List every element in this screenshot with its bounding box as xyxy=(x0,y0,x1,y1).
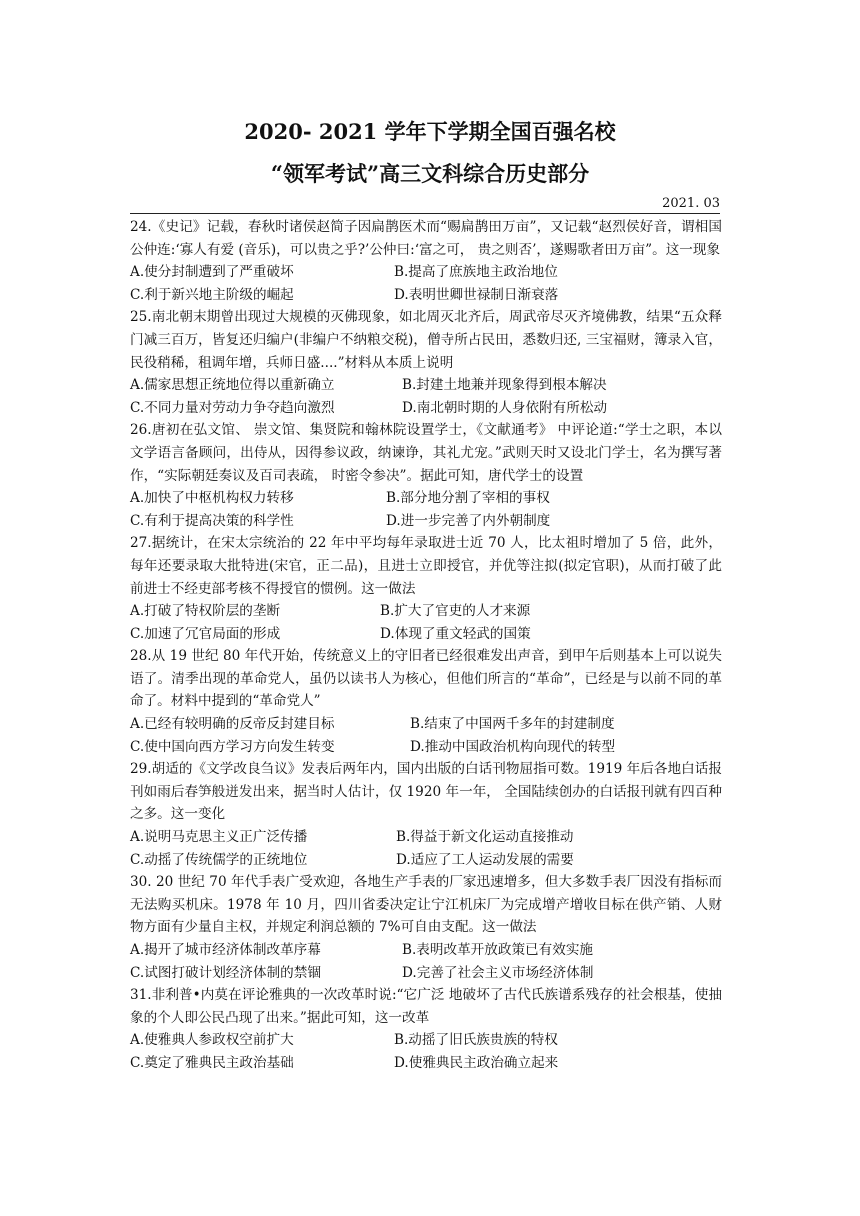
option-a[interactable]: A.加快了中枢机构权力转移 xyxy=(130,490,294,507)
question-list xyxy=(130,216,722,1075)
option-b[interactable]: B.扩大了官吏的人才来源 xyxy=(380,603,531,620)
question-stem: 28.从 19 世纪 80 年代开始，传统意义上的守旧者已经很难发出声音，到甲午后则基本上可以说失语了。清季出现的革命党人，虽仍以读书人为核心，但他们所言的“革命”，已经是与以前不同的革命了。材料中提到的“革命党人” xyxy=(130,648,722,710)
option-b[interactable]: B.封建土地兼并现象得到根本解决 xyxy=(402,377,607,394)
question-stem: 29.胡适的《文学改良刍议》发表后两年内，国内出版的白话刊物屈指可数。1919 年后各地白话报刊如雨后春笋般迸发出来，据当时人估计，仅 1920 年一年， 全国陆续创办的白话报刊就有四百种之多。这一变化 xyxy=(130,761,722,823)
question-stem: 27.据统计，在宋太宗统治的 22 年中平均每年录取进士近 70 人，比太祖时增加了 5 倍，此外，每年还要录取大批特进(宋官，正二品)，且进士立即授官，并优等注拟(拟定官职)，从而打破了此前进士不经吏部考核不得授官的惯例。这一做法 xyxy=(130,535,722,597)
option-b[interactable]: B.表明改革开放政策已有效实施 xyxy=(402,942,594,958)
option-d[interactable]: D.南北朝时期的人身依附有所松动 xyxy=(402,399,608,416)
option-c[interactable]: C.奠定了雅典民主政治基础 xyxy=(130,1054,294,1071)
option-c[interactable]: C.不同力量对劳动力争夺趋向激烈 xyxy=(130,399,335,416)
option-c[interactable]: C.利于新兴地主阶级的崛起 xyxy=(130,286,294,303)
option-a[interactable]: A.已经有较明确的反帝反封建目标 xyxy=(130,716,335,733)
option-row xyxy=(130,374,722,397)
option-c[interactable]: C.使中国向西方学习方向发生转变 xyxy=(130,738,335,755)
option-b[interactable]: B.动摇了旧氏族贵族的特权 xyxy=(394,1032,558,1049)
option-row xyxy=(130,261,722,284)
option-c[interactable]: C.有利于提高决策的科学性 xyxy=(130,512,294,529)
option-row xyxy=(130,849,722,872)
option-row xyxy=(130,397,722,420)
option-row xyxy=(130,284,722,307)
option-a[interactable]: A.打破了特权阶层的垄断 xyxy=(130,603,281,620)
question-26 xyxy=(130,419,722,532)
option-d[interactable]: D.推动中国政治机构向现代的转型 xyxy=(410,738,616,755)
question-stem: 31.非利普•内莫在评论雅典的一次改革时说:“它广泛 地破坏了古代氏族谱系残存的社会根基，使抽象的个人即公民凸现了出来。”据此可知，这一改革 xyxy=(130,987,722,1026)
option-d[interactable]: D.完善了社会主义市场经济体制 xyxy=(402,964,594,981)
option-row xyxy=(130,623,722,646)
option-c[interactable]: C.试图打破计划经济体制的禁锢 xyxy=(130,964,321,981)
option-c[interactable]: C.加速了冗官局面的形成 xyxy=(130,625,281,642)
option-a[interactable]: A.揭开了城市经济体制改革序幕 xyxy=(130,942,321,958)
option-row xyxy=(130,1052,722,1075)
exam-title-line1: 2020- 2021 学年下学期全国百强名校 xyxy=(244,119,616,144)
option-b[interactable]: B.提高了庶族地主政治地位 xyxy=(394,264,558,281)
question-stem: 24.《史记》记载，春秋时诸侯赵简子因扁鹊医术而“赐扁鹊田万亩”，又记载“赵烈侯好音，谓相国公仲连:‘寡人有爱 (音乐)，可以贵之乎?’公仲曰:‘富之可， 贵之则否’，遂赐歌者田万亩”。这一现象 xyxy=(130,219,722,258)
question-24 xyxy=(130,216,722,306)
question-30 xyxy=(130,871,722,984)
option-row xyxy=(130,510,722,533)
option-a[interactable]: A.使雅典人参政权空前扩大 xyxy=(130,1032,294,1049)
option-d[interactable]: D.适应了工人运动发展的需要 xyxy=(396,851,574,868)
header-rule xyxy=(130,213,720,214)
option-row xyxy=(130,826,722,849)
option-d[interactable]: D.使雅典民主政治确立起来 xyxy=(394,1054,559,1071)
exam-title-line2: “领军考试”高三文科综合历史部分 xyxy=(270,161,590,186)
option-row xyxy=(130,962,722,985)
question-stem: 30. 20 世纪 70 年代手表广受欢迎，各地生产手表的厂家迅速增多，但大多数手表厂因没有指标而无法购买机床。1978 年 10 月，四川省委决定让宁江机床厂为完成增产增收目标在供产销、人财物方面有少量自主权，并规定利润总额的 7%可自由支配。这一做法 xyxy=(130,874,722,936)
question-25 xyxy=(130,306,722,419)
question-27 xyxy=(130,532,722,645)
question-stem: 26.唐初在弘文馆、 崇文馆、集贤院和翰林院设置学士，《文献通考》 中评论道:“学士之职，本以文学语言备顾问，出侍从，因得参议政，纳谏诤，其礼尤宠。”武则天时又设北门学士，名为撰写著作，“实际朝廷奏议及百司表疏， 时密令参决”。据此可知，唐代学士的设置 xyxy=(130,422,722,484)
option-a[interactable]: A.儒家思想正统地位得以重新确立 xyxy=(130,377,335,394)
question-31 xyxy=(130,984,722,1074)
option-d[interactable]: D.进一步完善了内外朝制度 xyxy=(386,512,551,529)
option-row xyxy=(130,487,722,510)
option-row xyxy=(130,600,722,623)
option-b[interactable]: B.部分地分割了宰相的事权 xyxy=(386,490,550,507)
option-row xyxy=(130,939,722,962)
option-b[interactable]: B.得益于新文化运动直接推动 xyxy=(396,829,574,846)
option-row xyxy=(130,1029,722,1052)
question-stem: 25.南北朝末期曾出现过大规模的灭佛现象，如北周灭北齐后，周武帝尽灭齐境佛教，结果“五众释门减三百万，皆复还归编户(非编户不纳粮交税)，僧寺所占民田，悉数归还, 三宝福财，簿录入官，民役稍稀，租调年增，兵师日盛....”材料从本质上说明 xyxy=(130,309,722,371)
option-a[interactable]: A.使分封制遭到了严重破坏 xyxy=(130,264,294,281)
option-b[interactable]: B.结束了中国两千多年的封建制度 xyxy=(410,716,615,733)
question-29 xyxy=(130,758,722,871)
option-row xyxy=(130,736,722,759)
option-row xyxy=(130,713,722,736)
option-c[interactable]: C.动摇了传统儒学的正统地位 xyxy=(130,851,308,868)
question-28 xyxy=(130,645,722,758)
exam-date: 2021. 03 xyxy=(662,196,720,211)
option-d[interactable]: D.表明世卿世禄制日渐衰落 xyxy=(394,286,559,303)
option-a[interactable]: A.说明马克思主义正广泛传播 xyxy=(130,829,308,846)
option-d[interactable]: D.体现了重文轻武的国策 xyxy=(380,625,531,642)
